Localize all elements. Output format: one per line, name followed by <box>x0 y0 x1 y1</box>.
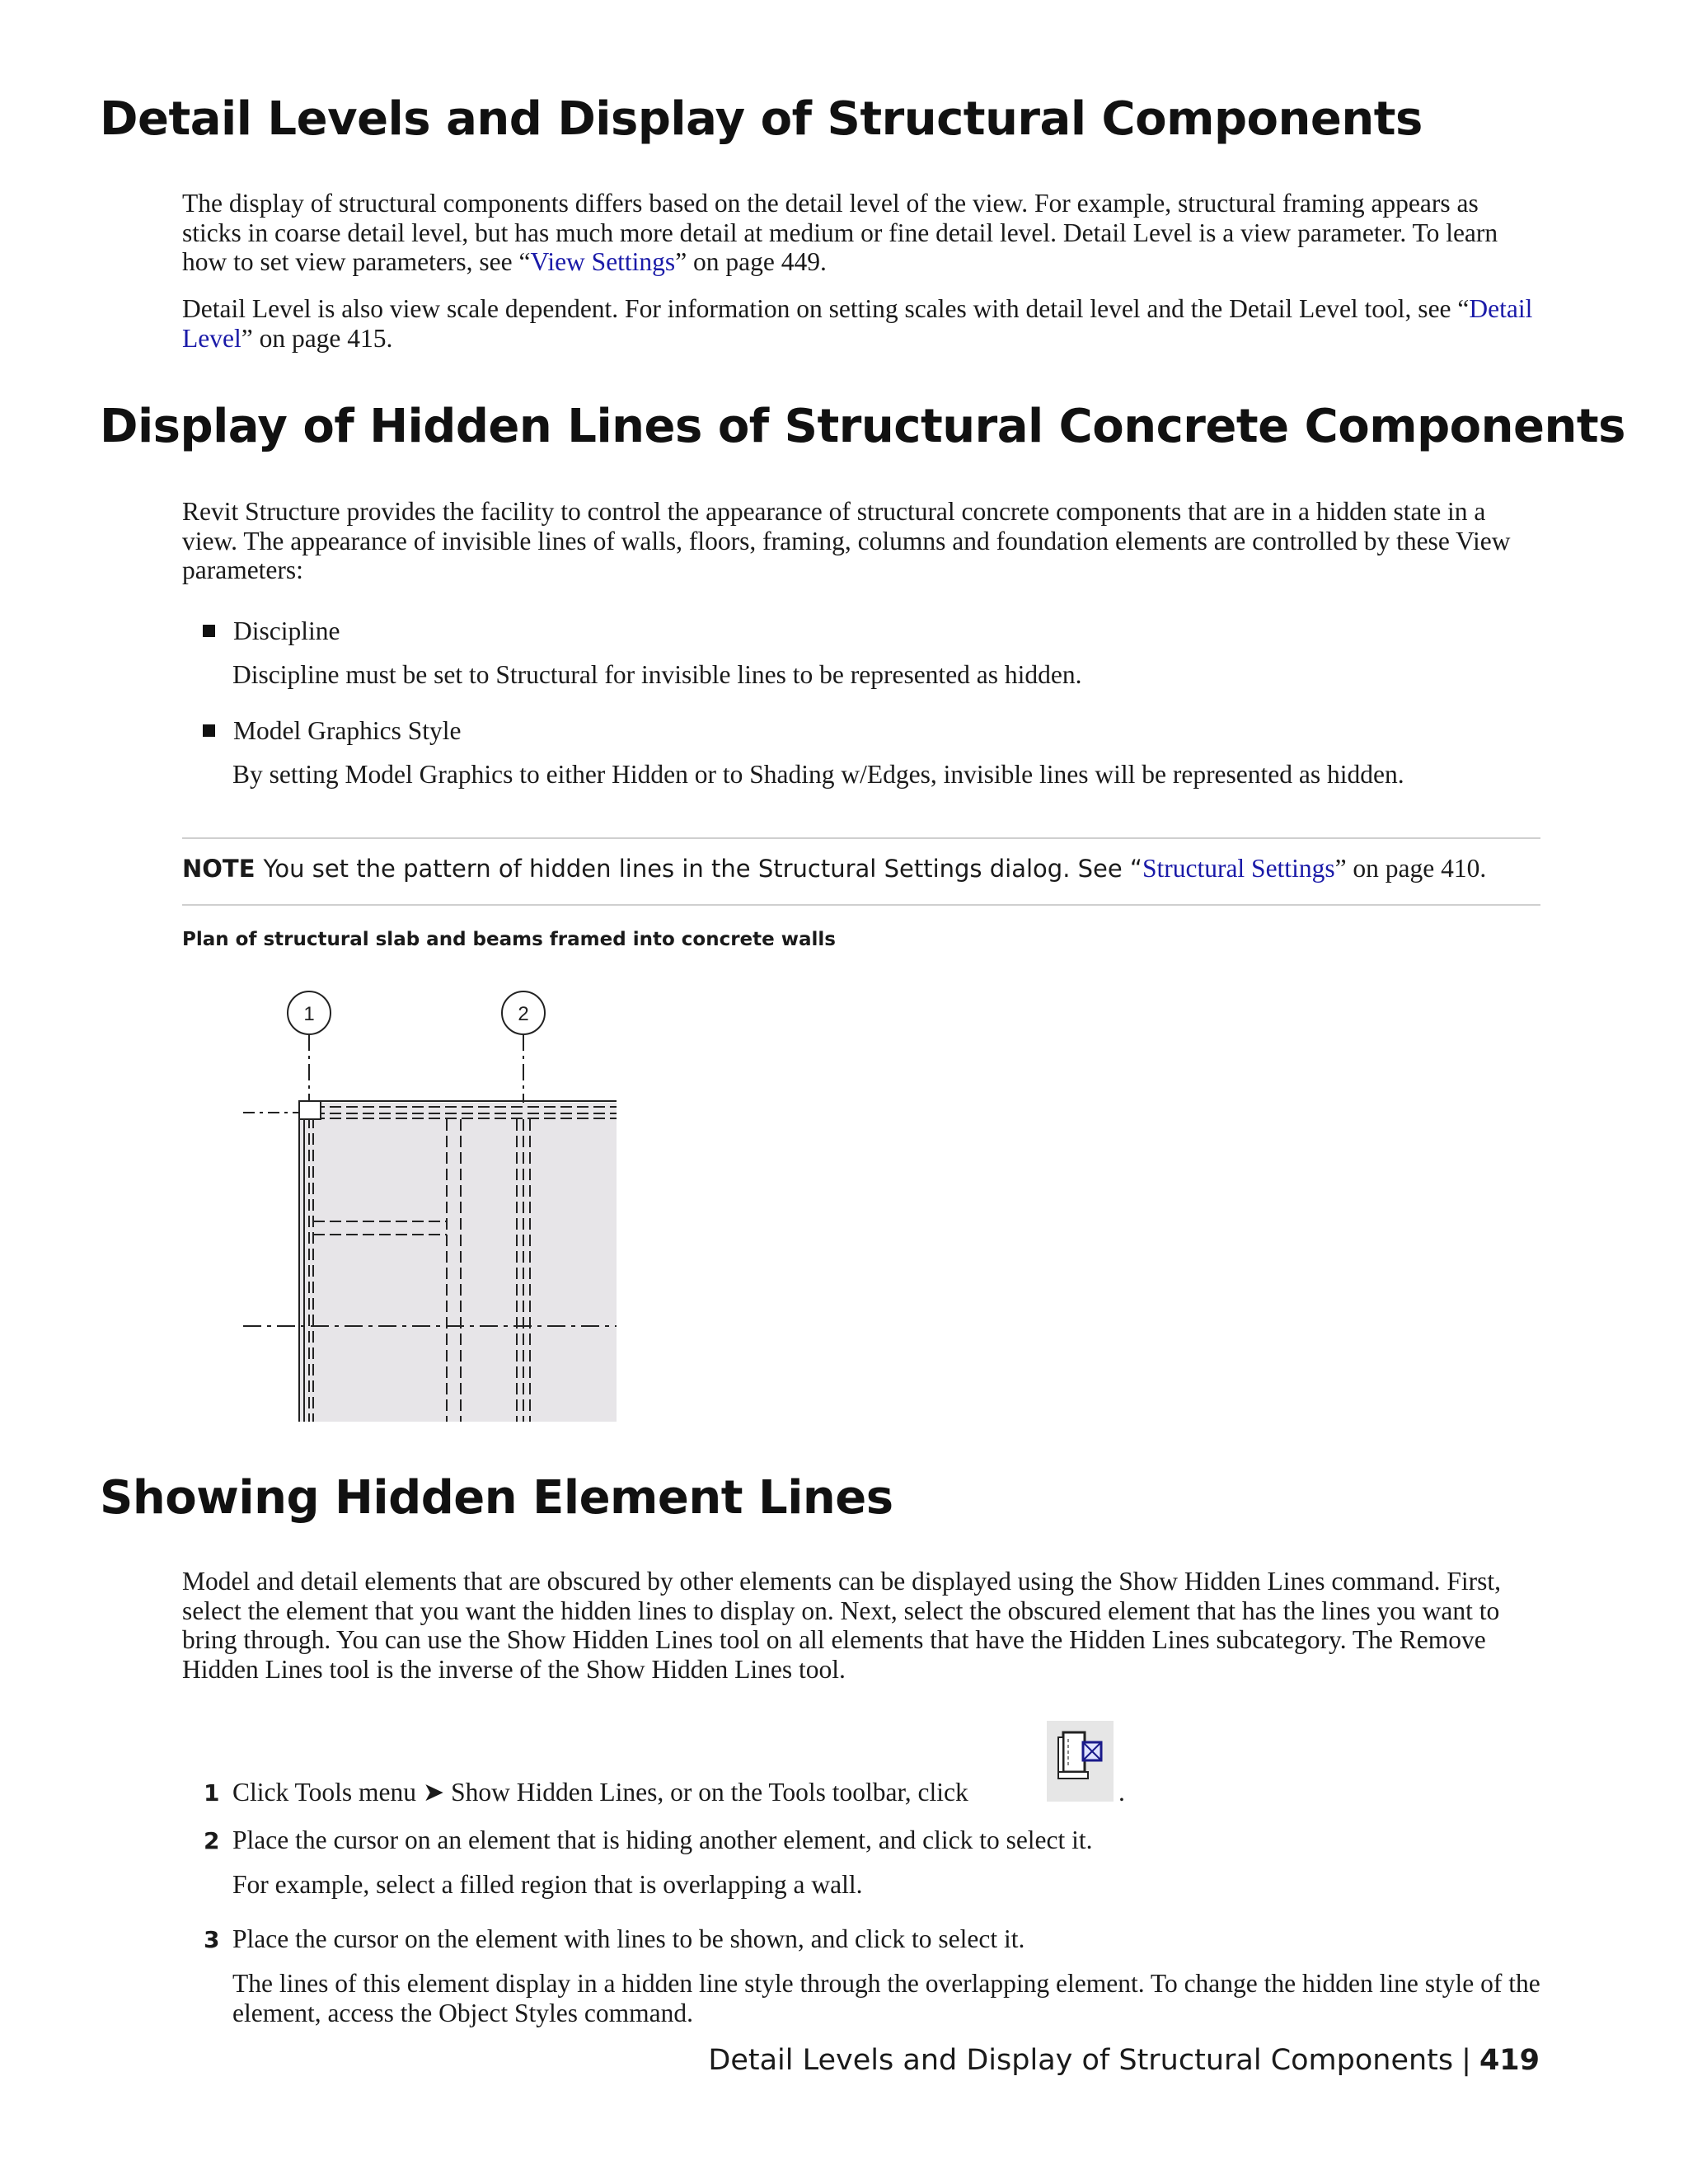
step-1 <box>204 1778 968 1808</box>
bullet-discipline <box>203 616 340 646</box>
show-hidden-lines-icon <box>1047 1721 1114 1802</box>
bullet-square-icon <box>203 724 215 737</box>
text: ” on page 449. <box>675 247 827 276</box>
page-footer <box>708 2044 1540 2077</box>
bullet-desc-discipline: Discipline must be set to Structural for invisible lines to be represented as hidden. <box>232 660 1082 689</box>
paragraph-showing-hidden-intro: Model and detail elements that are obscured by other elements can be displayed using the Show Hidden Lines command. First, select the element that you want the hidden lines to display on. Next, select the obscured element that has the lines you want to bring through. You can use the Show Hidden Lines tool on all elements that have the Hidden Lines subcategory. The Remove Hidden Lines tool is the inverse of the Show Hidden Lines tool. <box>182 1567 1501 1684</box>
link-detail-level[interactable]: Detail Level <box>182 294 1533 353</box>
footer-title: Detail Levels and Display of Structural Components <box>708 2044 1454 2077</box>
bullet-desc-model-graphics: By setting Model Graphics to either Hidden or to Shading w/Edges, invisible lines will be represented as hidden. <box>232 760 1404 789</box>
note-text: You set the pattern of hidden lines in the Structural Settings dialog. See “ <box>263 855 1142 883</box>
page-number: 419 <box>1479 2044 1540 2077</box>
bullet-model-graphics-style <box>203 716 461 746</box>
footer-separator: | <box>1461 2044 1471 2077</box>
step-number: 3 <box>204 1926 220 1953</box>
paragraph-detail-levels-2 <box>182 294 1542 353</box>
step-2-sub: For example, select a filled region that is overlapping a wall. <box>232 1870 863 1899</box>
note-top-rule <box>182 837 1540 839</box>
step-number: 2 <box>204 1827 220 1854</box>
heading-showing-hidden-lines: Showing Hidden Element Lines <box>100 1471 893 1525</box>
step-text: Place the cursor on the element with lines to be shown, and click to select it. <box>232 1924 1025 1953</box>
step-2 <box>204 1825 1093 1856</box>
corner-column <box>299 1101 321 1119</box>
note-bottom-rule <box>182 904 1540 906</box>
note-box <box>182 854 1542 883</box>
step-text: Click Tools menu ➤ Show Hidden Lines, or on the Tools toolbar, click <box>232 1778 968 1807</box>
text: The display of structural components differs based on the detail level of the view. For example, structural framing appears as sticks in coarse detail level, but has much more detail at medium or fine detail level. Detail Level is a view parameter. To learn how to set view parameters, see “ <box>182 189 1498 276</box>
step-1-after: . <box>1118 1778 1125 1807</box>
grid-label-2: 2 <box>518 1003 529 1025</box>
paragraph-detail-levels-1 <box>182 189 1542 277</box>
step-text: Place the cursor on an element that is hiding another element, and click to select it. <box>232 1825 1093 1854</box>
slab-fill <box>299 1103 617 1422</box>
heading-hidden-lines-concrete: Display of Hidden Lines of Structural Concrete Components <box>100 400 1625 453</box>
step-3-sub: The lines of this element display in a hidden line style through the overlapping element. To change the hidden line style of the element, access the Object Styles command. <box>232 1969 1540 2027</box>
heading-detail-levels: Detail Levels and Display of Structural Components <box>100 92 1423 146</box>
figure-caption: Plan of structural slab and beams framed into concrete walls <box>182 929 836 950</box>
note-text: ” on page 410. <box>1334 854 1487 883</box>
grid-label-1: 1 <box>303 1003 315 1025</box>
link-view-settings[interactable]: View Settings <box>530 247 676 276</box>
plan-figure <box>231 985 626 1422</box>
show-hidden-lines-button[interactable] <box>1047 1721 1114 1802</box>
step-number: 1 <box>204 1779 220 1807</box>
bullet-square-icon <box>203 625 215 637</box>
link-structural-settings[interactable]: Structural Settings <box>1142 854 1335 883</box>
text: ” on page 415. <box>241 323 393 353</box>
text: Detail Level is also view scale dependent. For information on setting scales with detail level and the Detail Level tool, see “ <box>182 294 1470 323</box>
paragraph-hidden-lines-intro: Revit Structure provides the facility to control the appearance of structural concrete components that are in a hidden state in a view. The appearance of invisible lines of walls, floors, framing, columns and foundation elements are controlled by these View parameters: <box>182 497 1511 584</box>
bullet-label: Model Graphics Style <box>233 716 462 745</box>
note-tag: NOTE <box>182 855 256 883</box>
bullet-label: Discipline <box>233 616 340 645</box>
step-3 <box>204 1924 1025 1955</box>
